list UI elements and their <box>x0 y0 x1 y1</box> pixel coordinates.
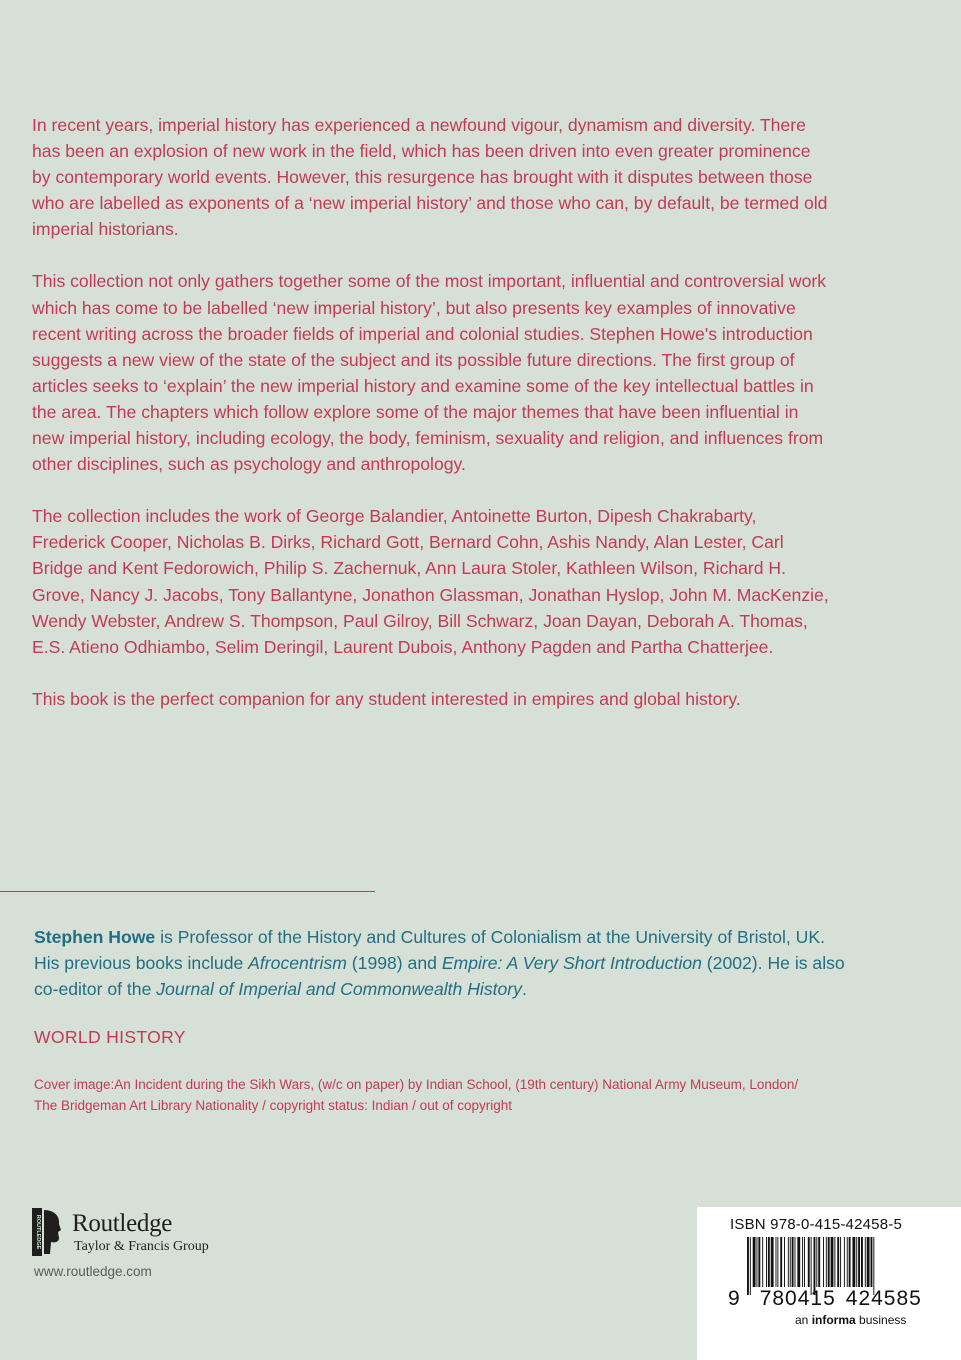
routledge-logo <box>32 1208 232 1258</box>
blurb-paragraph-3: The collection includes the work of George Balandier, Antoinette Burton, Dipesh Chakrabarty, Frederick Cooper, Nicholas B. Dirks, Richard Gott, Bernard Cohn, Ashis Nandy, Alan Lester, Carl Bridge and Kent Fedorowich, Philip S. Zachernuk, Ann Laura Stoler, Kathleen Wilson, Richard H. Grove, Nancy J. Jacobs, Tony Ballantyne, Jonathon Glassman, Jonathan Hyslop, John M. MacKenzie, Wendy Webster, Andrew S. Thompson, Paul Gilroy, Bill Schwarz, Joan Dayan, Deborah A. Thomas, E.S. Atieno Odhiambo, Selim Deringil, Laurent Dubois, Anthony Pagden and Partha Chatterjee. <box>32 506 829 657</box>
publisher-name: Routledge <box>72 1210 173 1237</box>
back-cover-blurb <box>32 112 832 738</box>
informa-suffix: business <box>855 1313 907 1327</box>
informa-prefix: an <box>795 1313 812 1327</box>
barcode-digits <box>728 1287 922 1311</box>
barcode-digit-group-2: 424585 <box>845 1287 922 1310</box>
bio-journal: Journal of Imperial and Commonwealth History <box>156 979 522 999</box>
subject-category: WORLD HISTORY <box>34 1027 186 1047</box>
bio-text-1: is Professor of the History and Cultures of Colonialism at the University of Bristol, UK. His previous books include <box>34 927 826 973</box>
blurb-paragraph-4: This book is the perfect companion for any student interested in empires and global history. <box>32 688 741 709</box>
cover-image-credit: Cover image:An Incident during the Sikh Wars, (w/c on paper) by Indian School, (19th century) National Army Museum, London/ The Bridgeman Art Library Nationality / copyright status: Indian / out of copyright <box>34 1077 799 1113</box>
bio-text-2: (1998) and <box>346 953 442 973</box>
logo-vertical-text: ROUTLEDGE <box>35 1214 41 1250</box>
blurb-paragraph-2: This collection not only gathers together some of the most important, influential and controversial work which has come to be labelled ‘new imperial history’, but also presents key examples of innovative recent writing across the broader fields of imperial and colonial studies. Stephen Howe's introduction suggests a new view of the state of the subject and its possible future directions. The first group of articles seeks to ‘explain’ the new imperial history and examine some of the key intellectual battles in the area. The chapters which follow explore some of the major themes that have been influential in new imperial history, including ecology, the body, feminism, sexuality and religion, and influences from other disciplines, such as psychology and anthropology. <box>32 271 827 475</box>
bio-text-4: . <box>521 979 527 999</box>
divider-rule <box>0 891 375 892</box>
barcode-panel <box>697 1207 961 1360</box>
isbn-label: ISBN 978-0-415-42458-5 <box>730 1216 903 1233</box>
routledge-head-icon <box>32 1208 62 1256</box>
blurb-paragraph-1: In recent years, imperial history has experienced a newfound vigour, dynamism and diversity. There has been an explosion of new work in the field, which has been driven into even greater prominence by contemporary world events. However, this resurgence has brought with it disputes between those who are labelled as exponents of a ‘new imperial history’ and those who can, by default, be termed old imperial historians. <box>32 115 828 240</box>
informa-brand: informa <box>811 1313 856 1327</box>
barcode-digit-group-1: 780415 <box>759 1287 836 1310</box>
bio-book-1: Afrocentrism <box>248 953 347 973</box>
publisher-group: Taylor & Francis Group <box>74 1239 209 1254</box>
barcode-digit-first: 9 <box>728 1287 740 1310</box>
informa-business-text <box>795 1313 906 1327</box>
author-bio <box>34 924 854 1002</box>
bio-book-2: Empire: A Very Short Introduction <box>441 953 702 973</box>
publisher-url: www.routledge.com <box>34 1264 152 1279</box>
author-name: Stephen Howe <box>34 927 156 947</box>
bio-text-3: (2002). He is also co-editor of the <box>34 953 845 999</box>
